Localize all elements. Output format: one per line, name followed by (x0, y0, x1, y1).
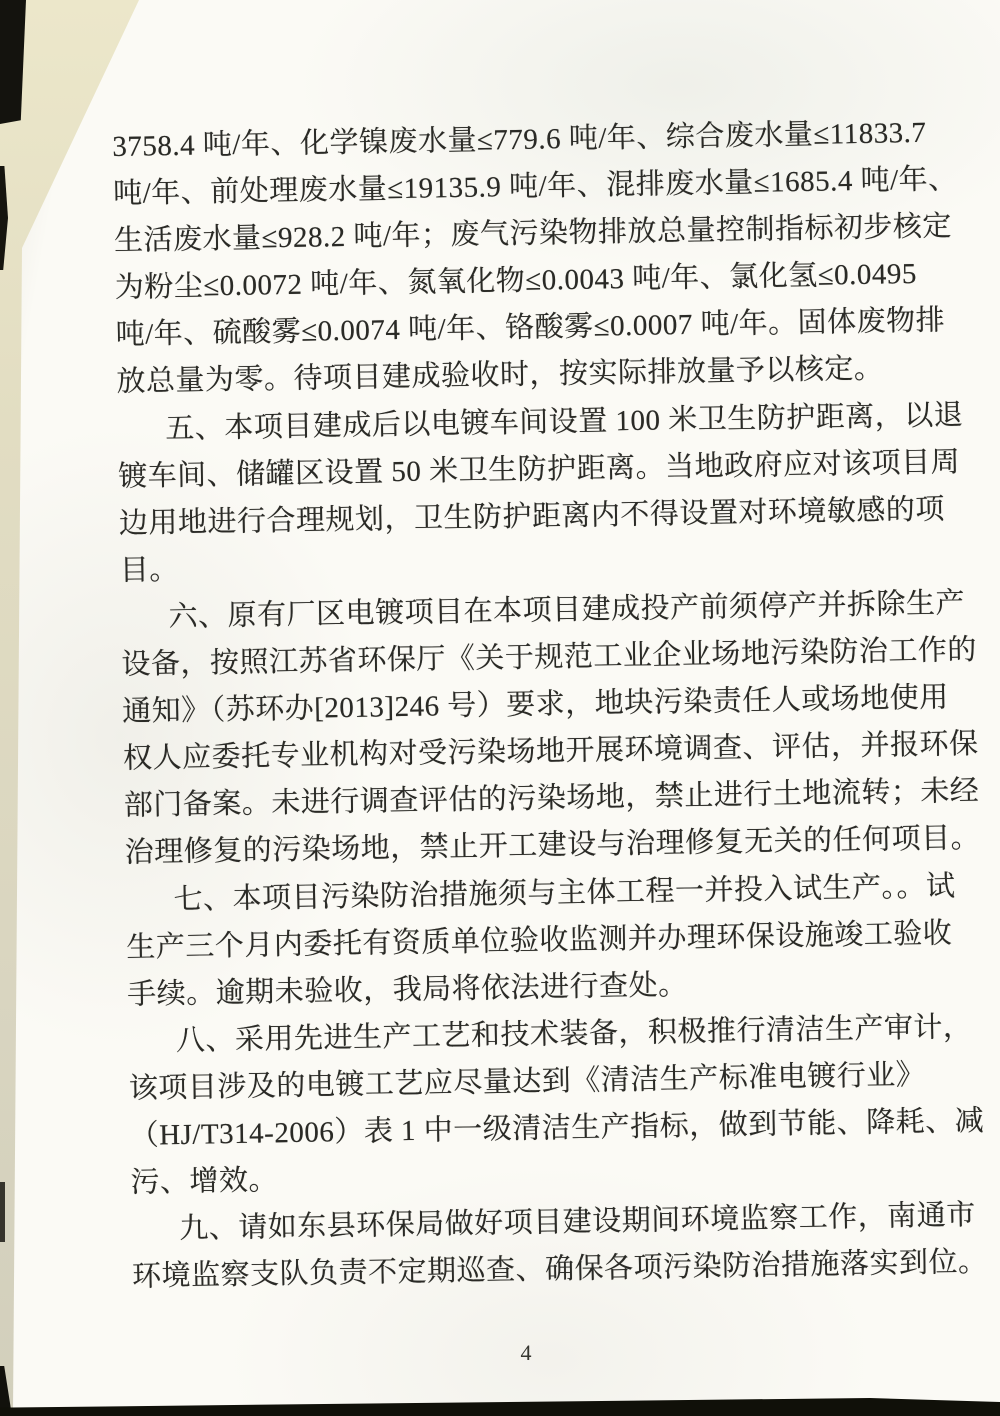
scanner-shadow-left-lower (0, 1182, 5, 1242)
text-line: 五、本项目建成后以电镀车间设置 100 米卫生防护距离，以退 (165, 398, 964, 445)
text-line: 环境监察支队负责不定期巡查、确保各项污染防治措施落实到位。 (131, 1246, 988, 1294)
text-line: 九、请如东县环保局做好项目建设期间环境监察工作，南通市 (179, 1199, 976, 1246)
text-line: 部门备案。未进行调查评估的污染场地，禁止进行土地流转；未经 (123, 775, 980, 823)
text-line: 边用地进行合理规划，卫生防护距离内不得设置对环境敏感的项 (118, 493, 946, 540)
text-line: 权人应委托专业机构对受污染场地开展环境调查、评估，并报环保 (122, 728, 979, 776)
document-lines (112, 109, 1000, 1302)
text-line: 六、原有厂区电镀项目在本项目建成投产前须停产并拆除生产 (168, 587, 966, 634)
text-line: 吨/年、硫酸雾≤0.0074 吨/年、铬酸雾≤0.0007 吨/年。固体废物排 (115, 304, 946, 352)
text-line: 该项目涉及的电镀工艺应尽量达到《清洁生产标准电镀行业》 (128, 1058, 926, 1105)
text-line: 放总量为零。待项目建成验收时，按实际排放量予以核定。 (116, 353, 884, 399)
text-line: 目。 (119, 553, 180, 587)
text-line: 生产三个月内委托有资质单位验收监测并办理环保设施竣工验收 (126, 917, 953, 964)
text-line: 污、增效。 (130, 1164, 279, 1199)
text-line: 手续。逾期未验收，我局将依法进行查处。 (126, 968, 688, 1011)
text-line: （HJ/T314-2006）表 1 中一级清洁生产指标，做到节能、降耗、减 (129, 1104, 985, 1152)
text-line: 治理修复的污染场地，禁止开工建设与治理修复无关的任何项目。 (124, 822, 981, 870)
text-line: 为粉尘≤0.0072 吨/年、氮氧化物≤0.0043 吨/年、氯化氢≤0.0495 (114, 258, 918, 305)
text-line: 镀车间、储罐区设置 50 米卫生防护距离。当地政府应对该项目周 (117, 445, 961, 493)
text-line: 生活废水量≤928.2 吨/年；废气污染物排放总量控制指标初步核定 (113, 210, 953, 258)
text-line: 3758.4 吨/年、化学镍废水量≤779.6 吨/年、综合废水量≤11833.7 (112, 116, 927, 163)
text-line: 吨/年、前处理废水量≤19135.9 吨/年、混排废水量≤1685.4 吨/年、 (112, 163, 958, 211)
text-line: 通知》（苏环办[2013]246 号）要求，地块污染责任人或场地使用 (121, 681, 949, 729)
text-line: 七、本项目污染防治措施须与主体工程一并投入试生产。。试 (173, 869, 956, 916)
text-line: 八、采用先进生产工艺和技术装备，积极推行清洁生产审计， (175, 1010, 973, 1057)
page-number: 4 (520, 1340, 532, 1365)
text-line: 设备，按照江苏省环保厅《关于规范工业企业场地污染防治工作的 (121, 634, 978, 681)
